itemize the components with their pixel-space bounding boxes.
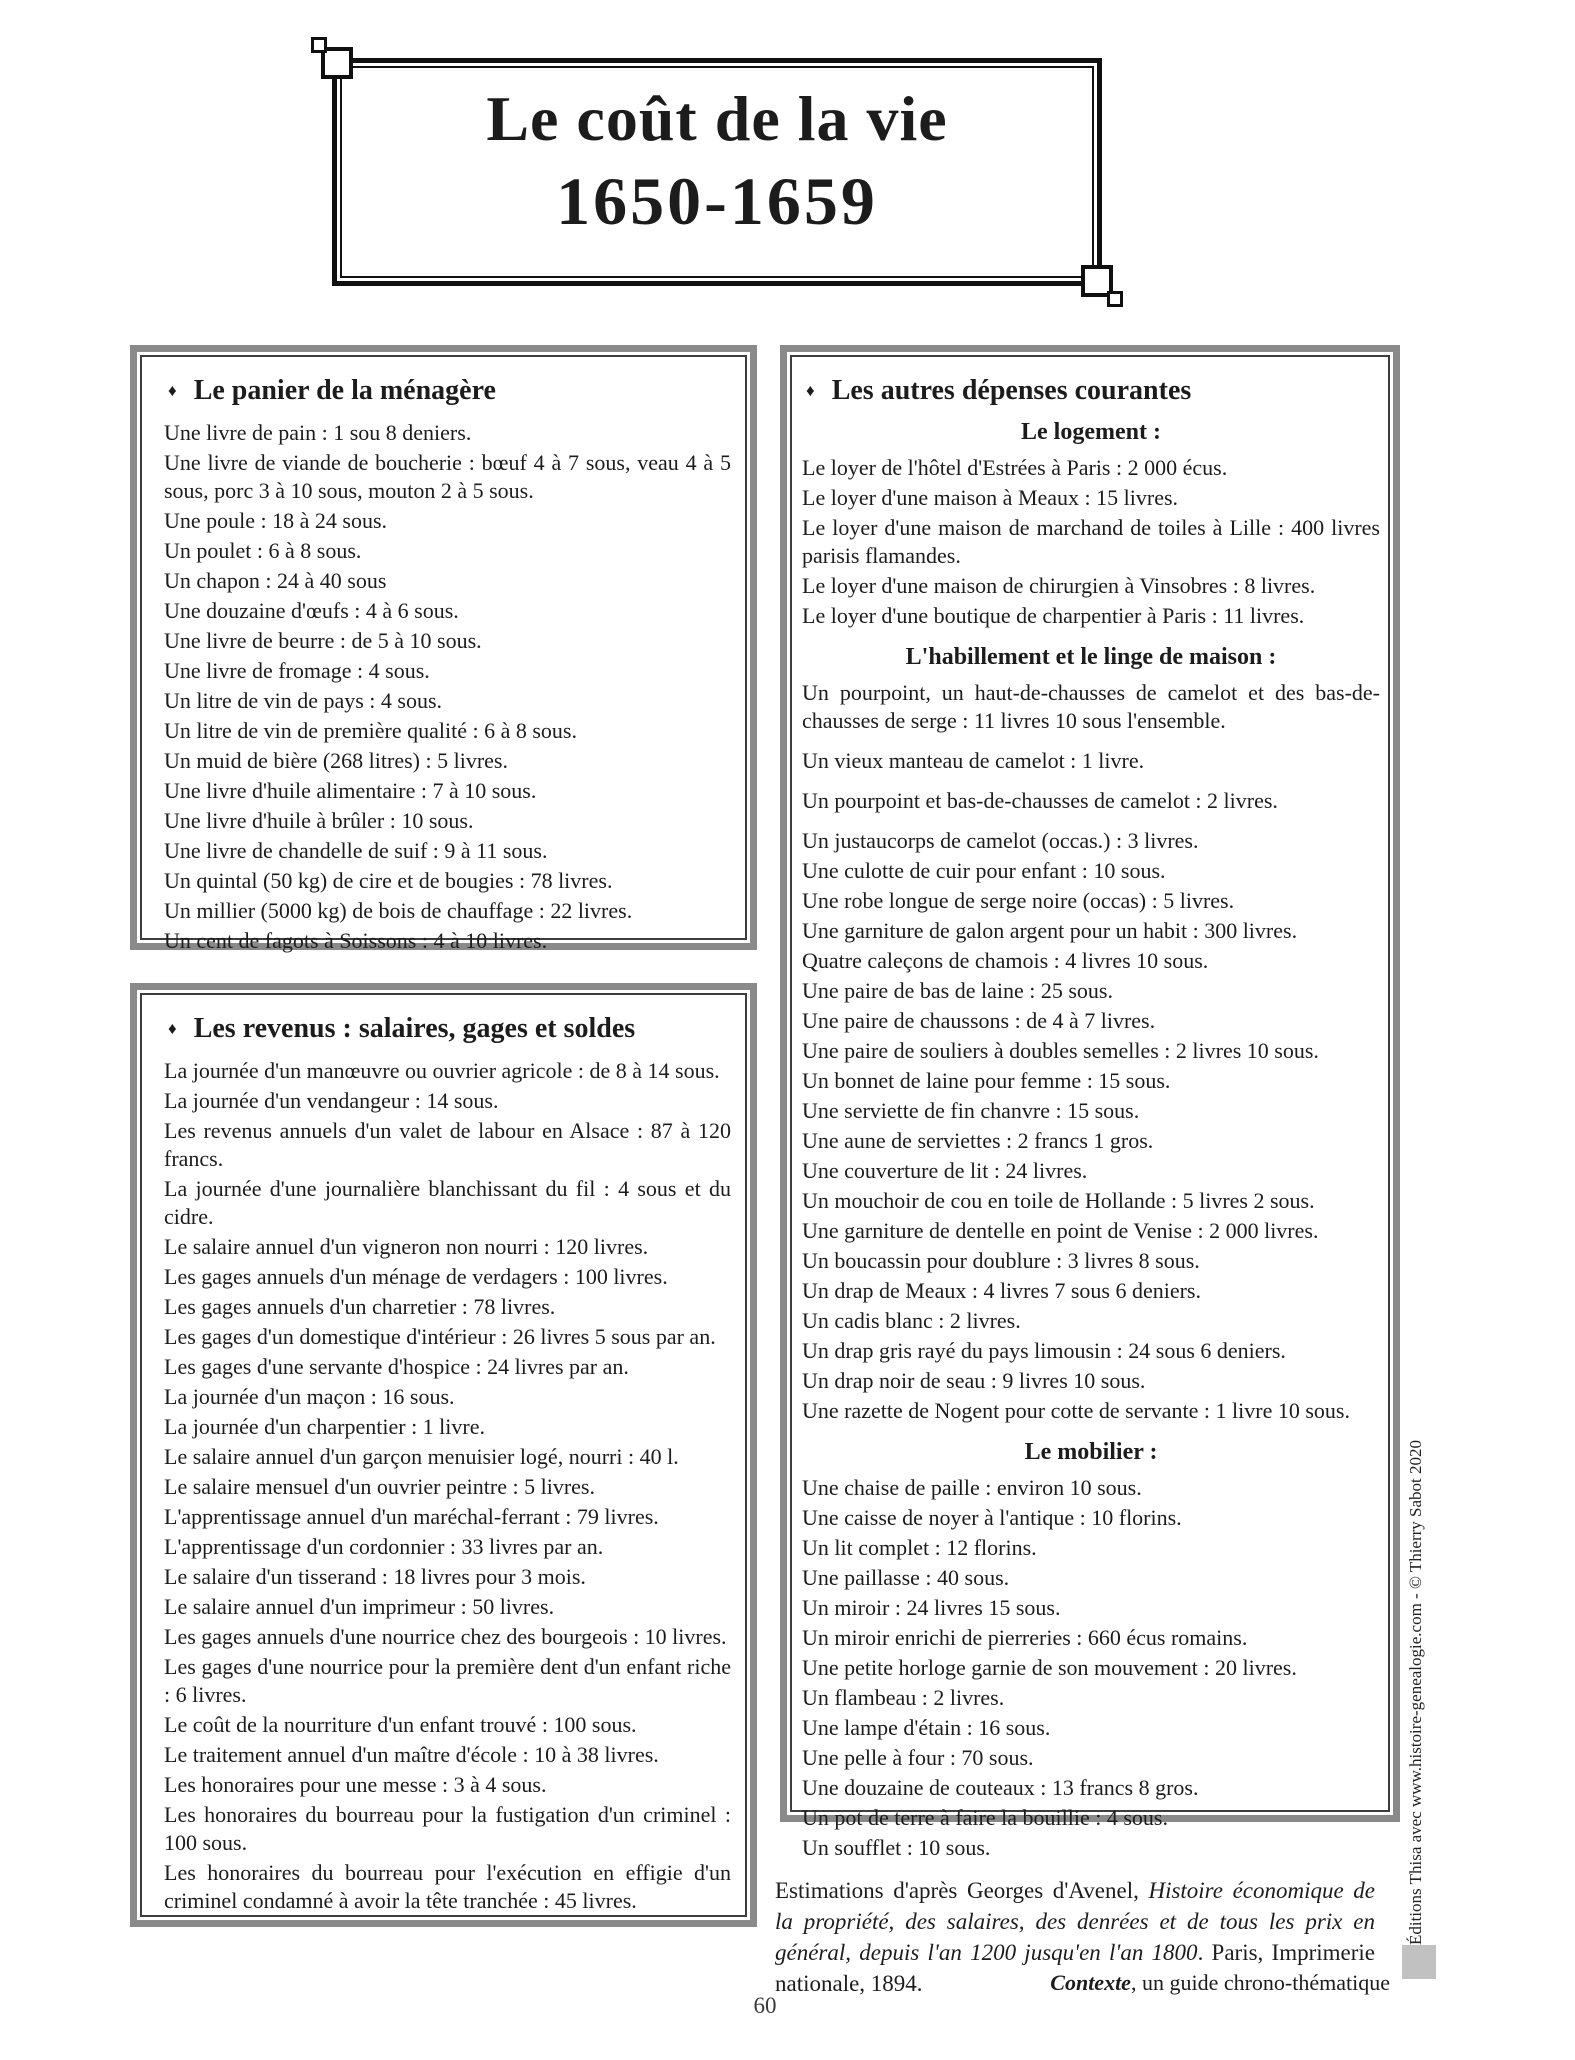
price-item: Un chapon : 24 à 40 sous [164, 568, 387, 593]
price-item: Le salaire d'un tisserand : 18 livres pour 3 mois. [164, 1564, 586, 1589]
corner-ornament-icon [311, 37, 327, 53]
citation-suffix: . Paris, Imprimerie nationale, 1894. [775, 1940, 1375, 1996]
corner-ornament-icon [1107, 291, 1123, 307]
price-item: Une caisse de noyer à l'antique : 10 florins. [802, 1505, 1182, 1530]
price-item: Le coût de la nourriture d'un enfant trouvé : 100 sous. [164, 1712, 637, 1737]
mobilier-item-list [802, 1474, 1380, 1862]
price-item: Une paire de chaussons : de 4 à 7 livres. [802, 1008, 1156, 1033]
price-item: Une serviette de fin chanvre : 15 sous. [802, 1098, 1140, 1123]
collection-tagline: , un guide chrono-thématique [1130, 1970, 1390, 1995]
subheading-mobilier: Le mobilier : [1024, 1439, 1158, 1465]
price-item: Un vieux manteau de camelot : 1 livre. [802, 748, 1145, 773]
price-item: Une livre de viande de boucherie : bœuf 4 à 7 sous, veau 4 à 5 sous, porc 3 à 10 sous, mouton 2 à 5 sous. [164, 450, 731, 503]
price-item: Un poulet : 6 à 8 sous. [164, 538, 362, 563]
price-item: Un pourpoint et bas-de-chausses de camelot : 2 livres. [802, 788, 1278, 813]
price-item: Les gages d'un domestique d'intérieur : 26 livres 5 sous par an. [164, 1324, 716, 1349]
price-item: Une livre de chandelle de suif : 9 à 11 sous. [164, 838, 548, 863]
price-item: Un quintal (50 kg) de cire et de bougies : 78 livres. [164, 868, 613, 893]
price-item: Un muid de bière (268 litres) : 5 livres. [164, 748, 508, 773]
price-item: Un soufflet : 10 sous. [802, 1835, 991, 1860]
price-item: Un bonnet de laine pour femme : 15 sous. [802, 1068, 1171, 1093]
section-depenses [780, 345, 1400, 1860]
diamond-bullet-icon: ♦ [806, 381, 815, 400]
price-item: Une chaise de paille : environ 10 sous. [802, 1475, 1142, 1500]
price-item: Le salaire annuel d'un vigneron non nourri : 120 livres. [164, 1234, 649, 1259]
revenus-item-list [164, 1057, 731, 1915]
price-item: Le loyer d'une maison à Meaux : 15 livres. [802, 485, 1179, 510]
price-item: Un mouchoir de cou en toile de Hollande : 5 livres 2 sous. [802, 1188, 1315, 1213]
citation-prefix: Estimations d'après Georges d'Avenel, [775, 1878, 1149, 1903]
subheading-logement: Le logement : [1021, 419, 1161, 445]
subheading-habillement: L'habillement et le linge de maison : [905, 644, 1277, 670]
price-item: Le salaire annuel d'un garçon menuisier logé, nourri : 40 l. [164, 1444, 679, 1469]
price-item: Un miroir : 24 livres 15 sous. [802, 1595, 1061, 1620]
price-item: Un pourpoint, un haut-de-chausses de camelot et des bas-de-chausses de serge : 11 livres 10 sous l'ensemble. [802, 680, 1380, 733]
title-box [332, 58, 1102, 286]
collection-name: Contexte [1050, 1970, 1131, 1995]
price-item: Une garniture de galon argent pour un habit : 300 livres. [802, 918, 1298, 943]
price-item: Le loyer d'une maison de chirurgien à Vinsobres : 8 livres. [802, 573, 1316, 598]
page-title: Le coût de la vie [486, 83, 948, 154]
price-item: Un boucassin pour doublure : 3 livres 8 sous. [802, 1248, 1200, 1273]
price-item: Un justaucorps de camelot (occas.) : 3 livres. [802, 828, 1199, 853]
page-title-years: 1650-1659 [556, 163, 878, 239]
diamond-bullet-icon: ♦ [168, 1019, 177, 1038]
price-item: Une pelle à four : 70 sous. [802, 1745, 1034, 1770]
price-item: Un cent de fagots à Soissons : 4 à 10 livres. [164, 928, 548, 953]
price-item: Un litre de vin de première qualité : 6 à 8 sous. [164, 718, 577, 743]
price-item: Les gages annuels d'un charretier : 78 livres. [164, 1294, 556, 1319]
price-item: Un cadis blanc : 2 livres. [802, 1308, 1021, 1333]
section-title-revenus [168, 1013, 731, 1045]
price-item: La journée d'une journalière blanchissant du fil : 4 sous et du cidre. [164, 1176, 731, 1229]
section-title-panier [168, 375, 731, 407]
price-item: Une livre de fromage : 4 sous. [164, 658, 430, 683]
price-item: Un pot de terre à faire la bouillie : 4 sous. [802, 1805, 1168, 1830]
price-item: Une garniture de dentelle en point de Venise : 2 000 livres. [802, 1218, 1319, 1243]
price-item: Une paire de bas de laine : 25 sous. [802, 978, 1113, 1003]
section-revenus [130, 983, 757, 1927]
price-item: Un lit complet : 12 florins. [802, 1535, 1037, 1560]
price-item: Une paillasse : 40 sous. [802, 1565, 1010, 1590]
price-item: Une petite horloge garnie de son mouvement : 20 livres. [802, 1655, 1297, 1680]
edition-credit: Éditions Thisa avec www.histoire-genealogie.com - © Thierry Sabot 2020 [1406, 1439, 1425, 1945]
price-item: Une douzaine d'œufs : 4 à 6 sous. [164, 598, 459, 623]
price-item: Le loyer d'une boutique de charpentier à Paris : 11 livres. [802, 603, 1305, 628]
page-number: 60 [753, 1993, 777, 2018]
price-item: Une paire de souliers à doubles semelles : 2 livres 10 sous. [802, 1038, 1319, 1063]
price-item: Une lampe d'étain : 16 sous. [802, 1715, 1051, 1740]
price-item: Une livre d'huile à brûler : 10 sous. [164, 808, 474, 833]
price-item: Une razette de Nogent pour cotte de servante : 1 livre 10 sous. [802, 1398, 1350, 1423]
price-item: Une livre de pain : 1 sou 8 deniers. [164, 420, 472, 445]
price-item: La journée d'un maçon : 16 sous. [164, 1384, 455, 1409]
citation-book-title: Histoire économique de la propriété, des salaires, des denrées et de tous les prix en général, depuis l'an 1200 jusqu'en l'an 1800 [775, 1878, 1375, 1965]
section-depenses-frame [790, 355, 1390, 1860]
price-item: Le loyer d'une maison de marchand de toiles à Lille : 400 livres parisis flamandes. [802, 515, 1380, 568]
price-item: Un millier (5000 kg) de bois de chauffage : 22 livres. [164, 898, 633, 923]
diamond-bullet-icon: ♦ [168, 381, 177, 400]
price-item: Un drap noir de seau : 9 livres 10 sous. [802, 1368, 1146, 1393]
price-item: Les revenus annuels d'un valet de labour en Alsace : 87 à 120 francs. [164, 1118, 731, 1171]
title-frame [340, 66, 1094, 278]
price-item: Un miroir enrichi de pierreries : 660 écus romains. [802, 1625, 1248, 1650]
price-item: Une robe longue de serge noire (occas) : 5 livres. [802, 888, 1235, 913]
section-panier [130, 345, 757, 953]
logement-item-list [802, 454, 1380, 630]
section-panier-frame [140, 355, 747, 953]
price-item: L'apprentissage d'un cordonnier : 33 livres par an. [164, 1534, 604, 1559]
price-item: Le salaire mensuel d'un ouvrier peintre : 5 livres. [164, 1474, 595, 1499]
price-item: Une aune de serviettes : 2 francs 1 gros. [802, 1128, 1154, 1153]
price-item: Les gages d'une servante d'hospice : 24 livres par an. [164, 1354, 629, 1379]
price-item: Une culotte de cuir pour enfant : 10 sous. [802, 858, 1166, 883]
price-item: La journée d'un manœuvre ou ouvrier agricole : de 8 à 14 sous. [164, 1058, 720, 1083]
price-item: Une couverture de lit : 24 livres. [802, 1158, 1088, 1183]
price-item: Quatre caleçons de chamois : 4 livres 10 sous. [802, 948, 1209, 973]
price-item: Un drap de Meaux : 4 livres 7 sous 6 deniers. [802, 1278, 1201, 1303]
price-item: Les honoraires du bourreau pour l'exécution en effigie d'un criminel condamné à avoir la tête tranchée : 45 livres. [164, 1860, 731, 1913]
price-item: Un flambeau : 2 livres. [802, 1685, 1005, 1710]
price-item: Le loyer de l'hôtel d'Estrées à Paris : 2 000 écus. [802, 455, 1228, 480]
price-item: Le traitement annuel d'un maître d'école : 10 à 38 livres. [164, 1742, 659, 1767]
price-item: Une livre de beurre : de 5 à 10 sous. [164, 628, 482, 653]
price-item: Les honoraires pour une messe : 3 à 4 sous. [164, 1772, 547, 1797]
section-title-text: Les revenus : salaires, gages et soldes [193, 1013, 636, 1044]
footer-square [1402, 1945, 1436, 1979]
section-title-depenses [806, 375, 1380, 407]
price-item: La journée d'un charpentier : 1 livre. [164, 1414, 485, 1439]
section-title-text: Le panier de la ménagère [193, 375, 496, 406]
habillement-item-list [802, 679, 1380, 1425]
price-item: Les gages annuels d'un ménage de verdagers : 100 livres. [164, 1264, 668, 1289]
price-item: Le salaire annuel d'un imprimeur : 50 livres. [164, 1594, 555, 1619]
price-item: Les gages d'une nourrice pour la première dent d'un enfant riche : 6 livres. [164, 1654, 731, 1707]
price-item: Les honoraires du bourreau pour la fustigation d'un criminel : 100 sous. [164, 1802, 731, 1855]
price-item: Une livre d'huile alimentaire : 7 à 10 sous. [164, 778, 537, 803]
price-item: La journée d'un vendangeur : 14 sous. [164, 1088, 499, 1113]
price-item: Une poule : 18 à 24 sous. [164, 508, 388, 533]
price-item: Un litre de vin de pays : 4 sous. [164, 688, 443, 713]
price-item: Une douzaine de couteaux : 13 francs 8 gros. [802, 1775, 1199, 1800]
section-revenus-frame [140, 993, 747, 1917]
price-item: Un drap gris rayé du pays limousin : 24 sous 6 deniers. [802, 1338, 1286, 1363]
price-item: Les gages annuels d'une nourrice chez des bourgeois : 10 livres. [164, 1624, 727, 1649]
section-title-text: Les autres dépenses courantes [831, 375, 1192, 406]
price-item: L'apprentissage annuel d'un maréchal-ferrant : 79 livres. [164, 1504, 659, 1529]
panier-item-list [164, 419, 731, 955]
